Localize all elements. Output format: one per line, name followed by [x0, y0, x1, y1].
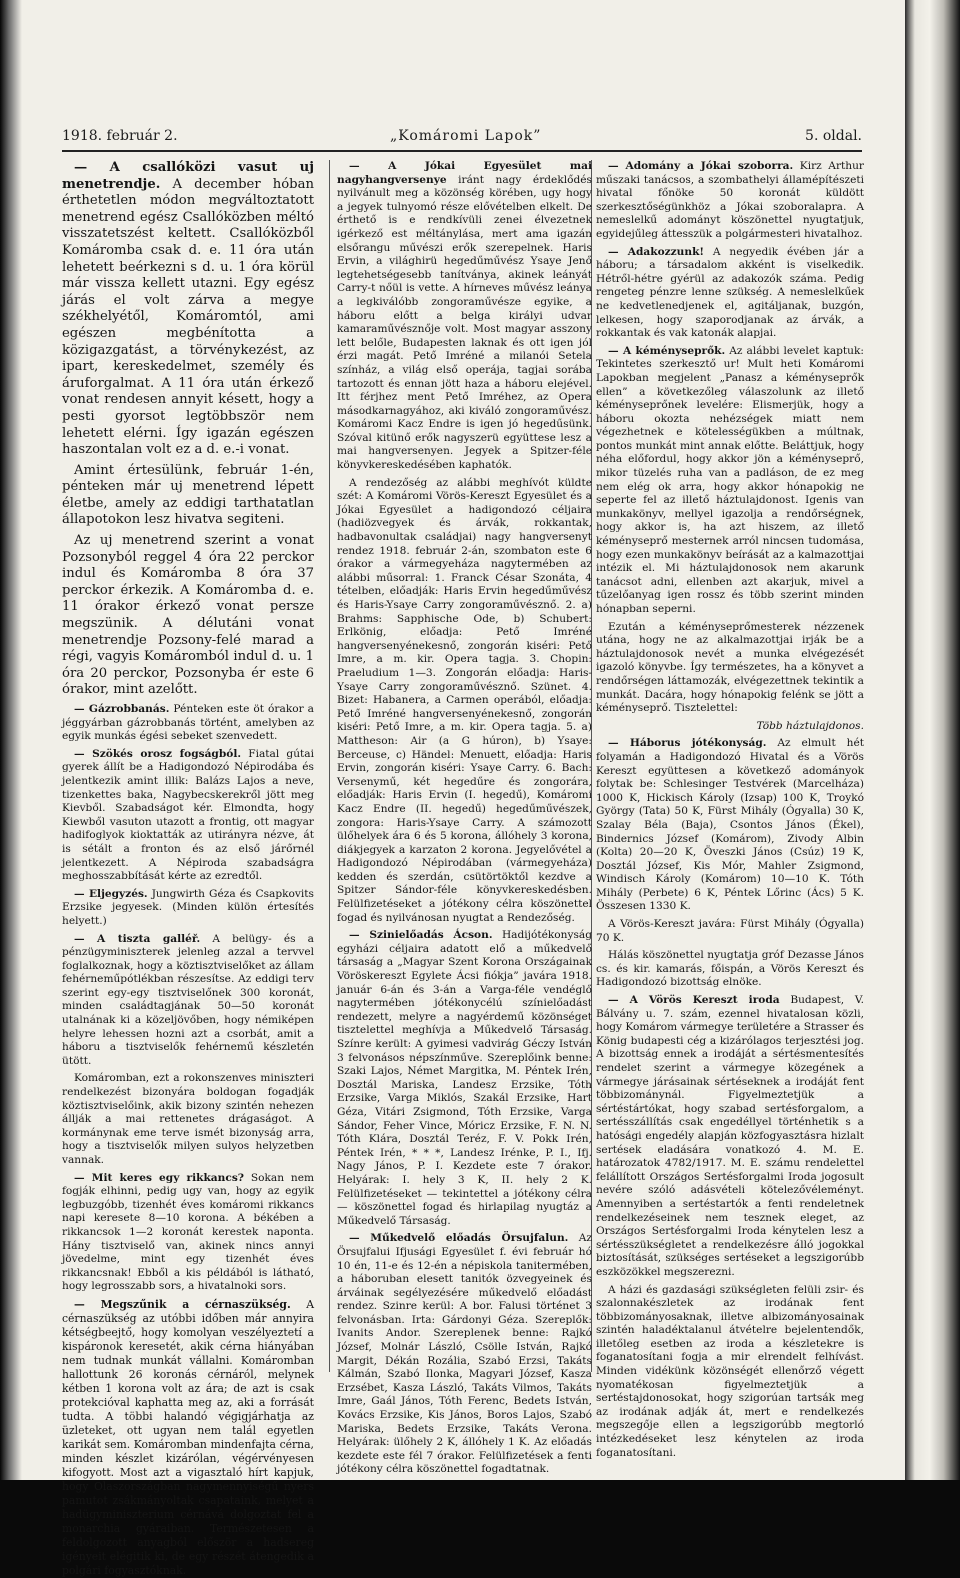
column-3 — [596, 160, 865, 1459]
article-body: Az Örsujfalui Ifjusági Egyesület f. évi február hó 10 én, 11-e és 12-én a népiskola tanitermében, a háboruban elesett tanitók özvegyeinek és árváinak segélyezésére műkedvelő előadást rendez. Szinre kerül: A bor. Falusi történet 3 felvonásban. Irta: Gárdonyi Géza. Szereplők: Ivanits Andor. Szereplenek benne: Rajkó József, Molnár László, Csölle István, Rajkó Margit, Dékán Rozália, Szabó Erzsi, Takáts Kálmán, Szabó Ilonka, Magyari József, Kasza Erzsébet, Kasza László, Takáts Vilmos, Takáts Imre, Gaál János, Tóth Ferenc, Bedets István, Kovács Erzsike, Kis János, Boros Lajos, Szabó Mariska, Bedets Erzsike, Takáts Verona. Helyárak: ülőhely 2 K, állóhely 1 K. Az előadás kezdete este fél 7 órakor. Felülfizetések a fenti jótékony célra köszönettel fogadtatnak. — [337, 1232, 592, 1476]
article-headline: — Adakozzunk! — [608, 245, 705, 258]
column-1 — [62, 160, 315, 1577]
issue-date: 1918. február 2. — [62, 128, 178, 144]
article-body: A házi és gazdasági szükségleten felüli zsir- és szalonnakészletek az irodának fent többizományosaknak, illetve albizományosainak szintén haladéktalanul átvételre bejelentendők, illetőleg esetben az iroda a készletekre is foganatosítani fogja a mir elrendelt felhívást. Minden vidékünk közönségét ellenőrző végett nyomatékosan figyelmeztetjük a sertéstajdonosokat, hogy szigorúan tartsák meg az irodának adják át, mert e rendelkezés megszegője ellen a legszigorúbb megtorló intézkedéseket lesz kénytelen az iroda foganatosítani. — [596, 1283, 864, 1459]
column-2 — [337, 160, 592, 1476]
article-headline: — Szökés orosz fogságból. — [74, 747, 242, 760]
article-body: Kirz Arthur műszaki tanácsos, a szombathelyi államépítészeti hivatal főnöke 50 koronát küldött szerkesztőségünkhöz a Jókai szoboralapra. A nemeslelkű adományt köszönettel nyugtatjuk, egyidejűleg áttesszük a polgármesteri hivatalhoz. — [596, 160, 864, 240]
article — [62, 463, 314, 529]
article — [596, 160, 864, 242]
article — [62, 1298, 314, 1578]
article-headline: — Gázrobbanás. — [74, 703, 170, 715]
article-headline: — Adomány a Jókai szoborra. — [608, 160, 794, 172]
article — [62, 533, 314, 699]
article-headline: — Háborus jótékonyság. — [608, 737, 767, 750]
article-signature: Több háztulajdonos. — [756, 719, 864, 732]
article — [596, 621, 864, 716]
article — [596, 994, 864, 1279]
header-rule — [62, 150, 862, 152]
article — [62, 703, 314, 744]
article — [337, 477, 592, 926]
article — [596, 949, 864, 990]
article-body: Komáromban, ezt a rokonszenves miniszteri rendelkezést bizonyára boldogan fogadják köztisztviselőink, akik bizony szintén nehezen állják a mai rettenetes drágaságot. A kormánynak eme terve ismét bizonyság arra, hogy a tisztviselők milyen sulyos helyzetben vannak. — [62, 1072, 314, 1166]
article-body: Sokan nem fogják elhinni, pedig ugy van, hogy az egyik legbuzgóbb, tizenhét éves komáromi rikkancs napi keresete 8—10 korona. A békében a rikkancsok 1—2 koronát kerestek naponta. Hány tisztviselő van, akinek nincs annyi jövedelme, mint egy tizenhét éves rikkancsnak! Ebből a kis példából is látható, hogy legrosszabb sors, a hivatalnoki sors. — [62, 1171, 315, 1293]
article — [337, 160, 592, 473]
column-rule — [329, 160, 330, 1372]
article-body: Az uj menetrend szerint a vonat Pozsonyból reggel 4 óra 22 perckor indul és Komáromba 8 óra 37 perckor érkezik. A Komáromba d. e. 11 órakor érkező vonat persze megszünik. A délutáni vonat menetrendje Pozsony-felé marad a régi, vagyis Komáromból indul d. u. 1 óra 20 perckor, Pozsonyba ér este 6 órakor, mint azelőtt. — [62, 533, 314, 698]
article-body: Fiatal gútai gyerek állít be a Hadigondozó Népirodába és jelentkezik amint illik: Balázs Lajos a neve, tizenkettes baka, Nagybecskerekről jött meg Kievből. Szabadságot kér. Elmondta, hogy Kiewből vasuton utazott a frontig, ott magyar hadifoglyok kioktatták az utirányra nézve, át is sétált a fronton és az első járőrnél jelentkezett. A Népiroda szabadságra meghosszabbítását kérte az ezredtől. — [62, 747, 314, 883]
article-body: A negyedik évében jár a háboru; a társadalom akként is viselkedik. Hétről-hétre gyérül az adakozók száma. Pedig rengeteg pénzre lenne szükség. A nemeslelkűek ne kedvetlenedjenek el, agitáljanak, buzgón, lelkesen, hogy szaporodjanak az árvák, a rokkantak és vak katonák alapjai. — [596, 245, 865, 340]
article-body: Pénteken este öt órakor a jéggyárban gázrobbanás történt, amelyben az egyik munkás égési sebeket szenvedett. — [62, 703, 314, 743]
article-headline: — Szinielőadás Ácson. — [349, 929, 493, 942]
article — [62, 1072, 314, 1167]
scan-right-edge — [905, 0, 960, 1480]
article-headline: — Műkedvelő előadás Örsujfalun. — [349, 1232, 569, 1245]
article-body: A rendezőség az alábbi meghívót küldte szét: A Komáromi Vörös-Kereszt Egyesület és a Jókai Egyesület a hadigondozó céljaira (hadiözvegyek és árvák, rokkantak, hadbavonultak családjai) nagy hangversenyt rendez 1918. február 2-án, szombaton este 6 órakor a vármegyeháza nagytermében az alábbi műsorral: 1. Franck César Szonáta, 4 tételben, előadják: Haris Ervin hegedűművész és Haris-Ysaye Carry zongoraművésznő. 2. a) Brahms: Sapphische Ode, b) Schubert: Erlkönig, előadja: Pető Imréné hangversenyénekesnő, zongorán kiséri: Pető Imre, a m. kir. Opera tagja. 3. Chopin: Praeludium 1—3. Zongorán előadja: Haris-Ysaye Carry zongoraművésznő. Szünet. 4. Bizet: Habanera, a Carmen operából, előadja: Pető Imréné hangversenyénekesnő, zongorán kiséri: Pető Imre, a m. kir. Opera tagja. 5. a) Mattheson: Air (a G húron), b) Ysaye: Berceuse, c) Händel: Menuett, előadja: Haris Ervin, zongorán kiséri: Ysaye Carry. 6. Bach: Versenymű, két hegedűre és zongorára, előadják: Haris Ervin (I. hegedű), Komáromi Kacz Endre (II. hegedű) hegedűművészek, zongora: Haris-Ysaye Carry. A számozott ülőhelyek ára 6 és 5 korona, állóhely 3 korona, diákjegyek a karzaton 2 korona. Jegyelővétel a Hadigondozó Népirodában (vármegyeháza) kedden és szerdán, csütörtöktől kezdve a Spitzer Sándor-féle könyvkereskedésben. Felülfizetéseket a jótékony célra köszönettel fogad és nyilvánosan nyugtat a Rendezőség. — [337, 476, 592, 924]
article-headline: — A tiszta galléř. — [74, 932, 201, 945]
article-body: iránt nagy érdeklődés nyilvánult meg a közönség körében, ugy hogy a jegyek tulnyomó része elővételben elkelt. De érthető is e rendkívüli zenei élvezetnek igérkező est méltánylása, mert ama igazán elsőrangu művészi erők szerepelnek. Haris Ervin, a világhirü hegedűművész Ysaye Jenő legtehetségesebb tanítványa, akinek leányát Carry-t nőül is vette. A hírneves művész leánya a legkiválóbb zongoraművésze egyike, a háboru előtt a belga királyi udvar kamaraművésznője volt. Most magyar asszony lett belőle, Budapesten laknak és ott igen jól érzi magát. Pető Imréné a milanói Setela színház, a világ első operája, tagjai sorába tartozott és ennan jött haza a háboru elejével. Itt férjhez ment Pető Imréhez, az Opera másodkarnagyához, aki kiváló zongoraművész. Komáromi Kacz Endre is igen jó hegedűsünk. Szóval kitünő erők nagyszerü együttese lesz a mai hangversenyen. Jegyek a Spitzer-féle könyvkereskedésében kaphatók. — [337, 173, 592, 472]
page-header — [62, 128, 862, 152]
scan-left-edge — [0, 0, 22, 1480]
page-number: 5. oldal. — [805, 128, 862, 144]
newspaper-title: „Komáromi Lapok” — [390, 128, 542, 144]
article — [337, 929, 592, 1228]
article-body: Ezután a kéményseprőmesterek nézzenek utána, hogy ne az alkalmazottjai irják be a háztulajdonosok nevét a munka elvégezését igazoló könyvbe. Így természetes, ha a könyvet a rendőrségen láttamozák, elvégezettnek tekintik a munkát. Dacára, hogy hónapokig felénk se jött a kéményseprő. Tisztelettel: — [596, 620, 864, 715]
article — [62, 748, 314, 884]
article-body: A belügy- és a pénzügyminiszterek jelenleg azzal a tervvel foglalkoznak, hogy a köztisztviselőket az állam fehérneműpótlékban részesítse. Az eddigi terv szerint egy-egy tisztviselőnek 300 koronát, minden családtagjának 50—50 koronát utalnának ki a közeljövőben, hogy némiképen helyre lehessen hozni azt a csorbát, amit a háboru a tisztviselők fehérnemű készletén ütött. — [62, 932, 315, 1067]
article-body: Amint értesülünk, február 1-én, pénteken már uj menetrend lépett életbe, amely az eddigi tarthatatlan állapotokon lesz hivatva segiteni. — [62, 462, 314, 528]
article-body: Jungwirth Géza és Csapkovits Erzsike jegyesek. (Minden külön értesítés helyett.) — [62, 887, 314, 927]
article — [596, 246, 864, 341]
article-body: Hadijótékonyság egyházi céljaira adatott elő a műkedvelő társaság a „Magyar Szent Korona Országainak Vöröskereszt Egylete Ácsi fiókja” javára 1918. január 6-án és 3-án a Varga-féle vendéglő nagytermében jótékonycélú színielőadást rendezett, melyre a nagyérdemű közönséget tisztelettel meghívja a Műkedvelő Társaság. Színre került: A gyimesi vadvirág Géczy István 3 felvonásos népszínműve. Szereplőink benne: Szaki Lajos, Német Margitka, M. Péntek Irén, Dosztál Mariska, Landesz Erzsike, Tóth Erzsike, Varga Miklós, Szakál Erzsike, Hart Géza, Vitári Zsigmond, Tóth Erzsike, Varga Sándor, Feher Vince, Móricz Erzsike, F. N. N. Tóth Klára, Dosztál Teréz, F. V. Pokk Irén, Péntek Irén, * * *, Landesz Irénke, P. I., Ifj. Nagy János, P. I. Kezdete este 7 órakor. Helyárak: I. hely 3 K, II. hely 2 K. Felülfizetéseket — tekintettel a jótékony célra — köszönettel fogad és hirlapilag nyugtáz a Műkedvelő Társaság. — [337, 929, 592, 1227]
article-headline: — Eljegyzés. — [74, 887, 148, 900]
article — [596, 737, 864, 914]
article-headline: — Megszűnik a cérnaszükség. — [74, 1297, 291, 1311]
article — [596, 1284, 864, 1461]
article-body: A Vörös-Kereszt javára: Fürst Mihály (Ógyalla) 70 K. — [596, 918, 864, 944]
article — [62, 160, 314, 459]
article-body: Az alábbi levelet kaptuk: Tekintetes szerkesztő ur! Mult heti Komáromi Lapokban megjelent „Panasz a kéményseprők ellen” a következőleg válaszolunk az illető kéményseprőnek levelére: Elismerjük, hogy a háboru okozta nehézségek miatt nem végezhetnek e kötelességükben a múltnak, pontos munkát mint annak előtte. Beláttjuk, hogy néha előfordul, hogy akkor jön a kéményseprő, mikor tüzelés ruha van a padláson, de ez meg nem elég ok arra, hogy akkor hónapokig ne seperte fel az illető háztulajdonost. Igenis van munkakönyv, mellyel igazolja a rendőrségnek, hogy akkor is, ha azt hiszem, az illető kéményseprő mesternek arról nincsen tudomása, hogy ezen munkakönyv beírását az a kalmazottjai intézik el. Mi háztulajdonosok nem akarunk tanácsot adni, ellenben azt akarjuk, mivel a tűzelőanyag igen rossz és több szerint minden hónapban seperni. — [596, 344, 864, 615]
article — [337, 1232, 592, 1477]
article — [596, 345, 864, 617]
article — [62, 888, 314, 929]
article-body: A december hóban érthetetlen módon megváltoztatott menetrend egész Csallóközben méltó visszatetszést keltett. Csallóközből Komáromba csak d. e. 11 óra után lehetett beérkezni s d. u. 1 óra körül már vissza kellett utazni. Egy egész járás el volt zárva a megye székhelyétől, Komáromtól, ami egészen megbénította a közigazgatást, a törvénykezést, az ipart, kereskedelmet, személy és áruforgalmat. A 11 óra után érkező vonat rendesen annyit késett, hogy a pesti gyorsot legtöbbször nem lehetett elérni. Így igazán egészen haszontalan volt ez a d. e.-i vonat. — [62, 176, 314, 458]
article — [62, 933, 314, 1069]
article-body: Az elmult hét folyamán a Hadigondozó Hivatal és a Vörös Kereszt együttesen a következő adományok folytak be: Schlesinger Testvérek (Marcelháza) 1000 K, Hickisch Károly (Izsap) 100 K, Troykó György (Tata) 50 K, Fürst Mihály (Ógyalla) 30 K, Szalay Béla (Baja), Csontos János (Ékel), Bindernics József (Komárom), Zivody Albin (Kolta) 20—20 K, Öveszki János (Csúz) 19 K, Dosztál József, Kis Mór, Mahler Zsigmond, Windisch Károly (Komárom) 10—10 K. Tóth Mihály (Perbete) 6 K, Péntek Lőrinc (Ács) 5 K. Összesen 1330 K. — [596, 737, 864, 913]
article-body: Budapest, V. Bálvány u. 7. szám, ezennel hivatalosan közli, hogy Komárom vármegye területére a Strasser és König budapesti cég a kizárólagos terjesztési jog. A bizottság ennek a irodáját a sértésmentesítés rendelet szerint a vármegye közegének a vármegye járásainak sértéseknek a irodáját fent többizománynál. Figyelmeztetjük a sértéstártókat, hogy szabad sertésforgalom, a sertésszállítás csak engedéllyel történhetik s a hatósági engedély alapján közfogyasztásra hizlalt sertések eladására vonatkozó 4. M. E. határozatok 4782/1917. M. E. számu rendelettel felállított Országos Sertésforgalmi Iroda jogosult nevére szóló adásvételi kötelezővéleményt. Amennyiben a sertéstartók a fenti rendeletnek rendelkezéseinek nem tesznek eleget, az Országos Sertésforgalmi Iroda kénytelen lesz a sértésszükségletet a rendelkezésre álló jogokkal biztosítását, szükséges sertéseket a legszigorúbb eszközökkel megszerezni. — [596, 994, 864, 1278]
article-headline: — A Vörös Kereszt iroda — [608, 994, 780, 1007]
article-headline: — A csallóközi vasut uj menetrendje. — [62, 160, 314, 192]
article-headline: — A kéményseprők. — [608, 344, 726, 357]
article — [62, 1172, 314, 1294]
article-headline: — A Jókai Egyesület mai nagyhangversenye — [337, 160, 592, 186]
article-body: Hálás köszönettel nyugtatja gróf Dezasse János cs. és kir. kamarás, főispán, a Vörös Kereszt és Hadigondozó bizottság elnöke. — [596, 949, 864, 989]
article-body: A cérnaszükség az utóbbi időben már annyira kétségbeejtő, hogy komolyan veszélyeztetí a kispáronok keresetét, akik cérna hiányában nem tudnak munkát vállalni. Komáromban hallottunk 26 koronás cérnáról, melynek kétben 1 korona volt az ára; de azt is csak protekcióval kaphatta meg az, aki a forrását tudta. A többi halandó végigjárhatja az üzleteket, ott ugyan nem talál egyetlen karikát sem. Komáromban mindenfajta cérna, minden készlet kizárólan, végérvényesen kifogyott. Most azt a vigasztaló hírt kapjuk, hogy Olaszországban nagymennyiségű nyers pamutot zsákmányoltak csapataink, melyet a hadügyminiszterium cérnává dolgoztat fel a monarchia gyáraiban. Természetesen a feldolgozott anyagból először a hadsereg igényeit elégitik ki, de egy részét átengedik a polgári fogyasztóknak. — [62, 1297, 314, 1577]
article — [596, 918, 864, 945]
article-headline: — Mit keres egy rikkancs? — [74, 1171, 244, 1184]
